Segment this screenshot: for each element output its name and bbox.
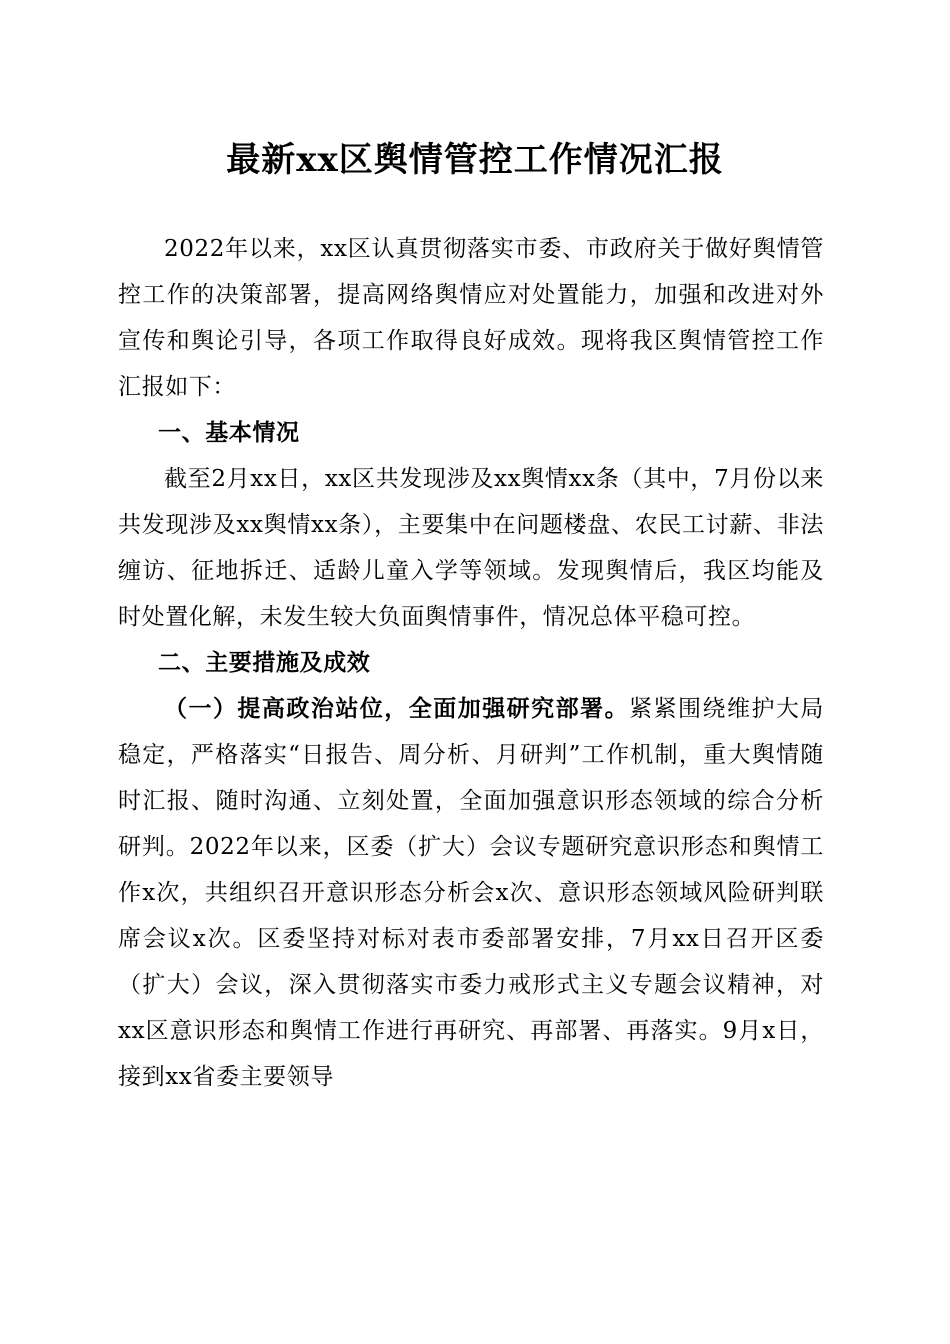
- section-1-paragraph: 截至2月xx日，xx区共发现涉及xx舆情xx条（其中，7月份以来共发现涉及xx舆情xx条），主要集中在问题楼盘、农民工讨薪、非法缠访、征地拆迁、适龄儿童入学等领域。发现舆情后，我区均能及时处置化解，未发生较大负面舆情事件，情况总体平稳可控。: [118, 466, 824, 630]
- section-2-heading: 二、主要措施及成效: [158, 650, 371, 676]
- document-title: 最新xx区舆情管控工作情况汇报: [226, 140, 724, 180]
- section-1-heading: 一、基本情况: [158, 420, 300, 446]
- section-2-item-1-lead: （一）提高政治站位，全面加强研究部署。: [164, 695, 630, 722]
- section-2-item-1-paragraph: [118, 686, 824, 1100]
- intro-paragraph: 2022年以来，xx区认真贯彻落实市委、市政府关于做好舆情管控工作的决策部署，提高网络舆情应对处置能力，加强和改进对外宣传和舆论引导，各项工作取得良好成效。现将我区舆情管控工作汇报如下：: [118, 236, 824, 400]
- section-2-item-1-text: 紧紧围绕维护大局稳定，严格落实“日报告、周分析、月研判”工作机制，重大舆情随时汇报、随时沟通、立刻处置，全面加强意识形态领域的综合分析研判。2022年以来，区委（扩大）会议专题研究意识形态和舆情工作x次，共组织召开意识形态分析会x次、意识形态领域风险研判联席会议x次。区委坚持对标对表市委部署安排，7月xx日召开区委（扩大）会议，深入贯彻落实市委力戒形式主义专题会议精神，对xx区意识形态和舆情工作进行再研究、再部署、再落实。9月x日，接到xx省委主要领导: [118, 696, 824, 1090]
- document-body: [118, 226, 824, 1100]
